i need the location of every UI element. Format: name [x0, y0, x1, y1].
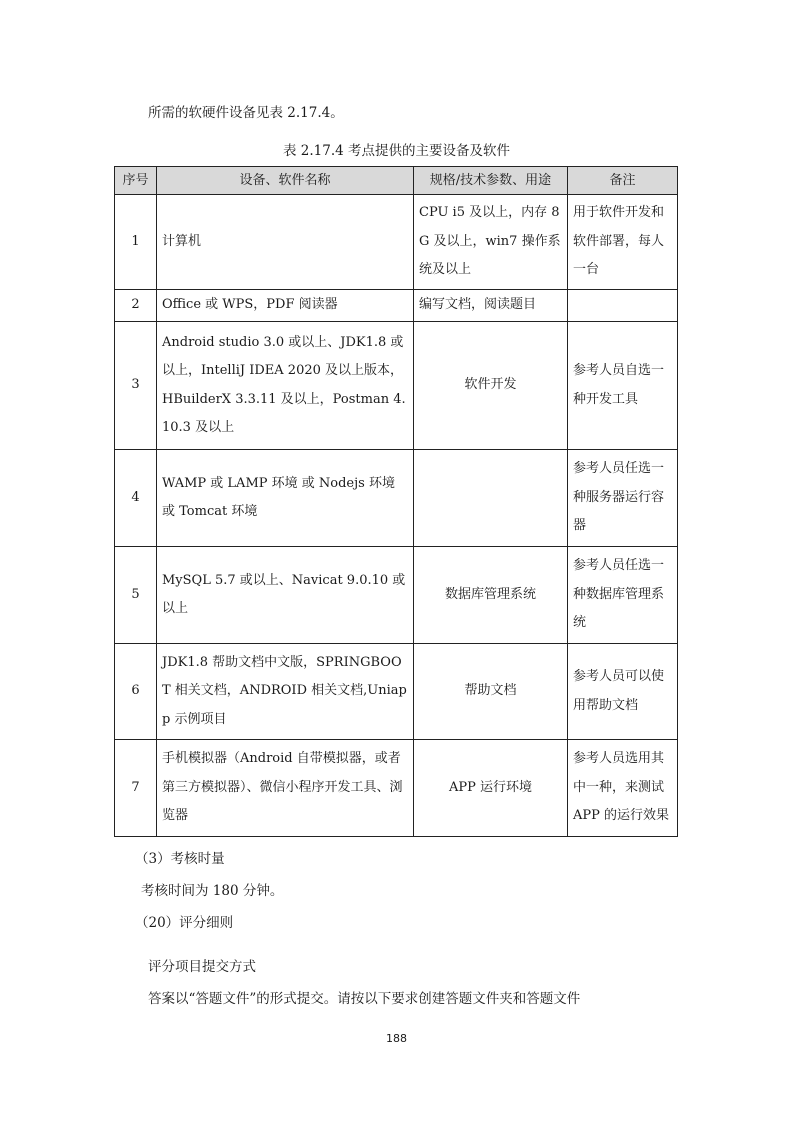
cell-no: 3	[115, 322, 157, 450]
section20-body: 答案以“答题文件”的形式提交。请按以下要求创建答题文件夹和答题文件	[148, 991, 581, 1007]
cell-name: 计算机	[157, 195, 414, 290]
table-caption: 表 2.17.4 考点提供的主要设备及软件	[282, 143, 511, 159]
cell-spec: 软件开发	[414, 322, 568, 450]
cell-spec: 数据库管理系统	[414, 547, 568, 644]
cell-spec: 帮助文档	[414, 644, 568, 740]
cell-spec: 编写文档，阅读题目	[414, 290, 568, 322]
table-row	[115, 450, 678, 547]
table-row	[115, 195, 678, 290]
cell-name: 手机模拟器（Android 自带模拟器，或者第三方模拟器）、微信小程序开发工具、浏览器	[157, 740, 414, 837]
cell-spec	[414, 450, 568, 547]
section3-body: 考核时间为 180 分钟。	[141, 883, 284, 899]
cell-no: 4	[115, 450, 157, 547]
cell-note: 参考人员任选一种数据库管理系统	[568, 547, 678, 644]
page-number: 188	[386, 1032, 407, 1045]
cell-name: MySQL 5.7 或以上、Navicat 9.0.10 或以上	[157, 547, 414, 644]
table-header-row	[115, 167, 678, 195]
cell-name: Android studio 3.0 或以上、JDK1.8 或以上，IntelliJ IDEA 2020 及以上版本，HBuilderX 3.3.11 及以上，Postman 4.10.3 及以上	[157, 322, 414, 450]
table-row	[115, 290, 678, 322]
cell-no: 7	[115, 740, 157, 837]
cell-name: JDK1.8 帮助文档中文版，SPRINGBOOT 相关文档，ANDROID 相关文档,Uniapp 示例项目	[157, 644, 414, 740]
cell-no: 5	[115, 547, 157, 644]
cell-note	[568, 290, 678, 322]
cell-note: 参考人员选用其中一种，来测试 APP 的运行效果	[568, 740, 678, 837]
header-name: 设备、软件名称	[157, 167, 414, 195]
table-row	[115, 322, 678, 450]
cell-note: 参考人员可以使用帮助文档	[568, 644, 678, 740]
cell-name: Office 或 WPS，PDF 阅读器	[157, 290, 414, 322]
cell-name: WAMP 或 LAMP 环境 或 Nodejs 环境 或 Tomcat 环境	[157, 450, 414, 547]
section20-heading: （20）评分细则	[135, 915, 234, 931]
intro-text: 所需的软硬件设备见表 2.17.4。	[148, 105, 344, 121]
table-row	[115, 644, 678, 740]
cell-note: 参考人员任选一种服务器运行容器	[568, 450, 678, 547]
table-row	[115, 547, 678, 644]
cell-spec: CPU i5 及以上，内存 8G 及以上，win7 操作系统及以上	[414, 195, 568, 290]
cell-note: 参考人员自选一种开发工具	[568, 322, 678, 450]
header-spec: 规格/技术参数、用途	[414, 167, 568, 195]
section20-subheading: 评分项目提交方式	[148, 959, 256, 975]
table-row	[115, 740, 678, 837]
cell-no: 1	[115, 195, 157, 290]
cell-note: 用于软件开发和软件部署，每人一台	[568, 195, 678, 290]
header-note: 备注	[568, 167, 678, 195]
cell-no: 2	[115, 290, 157, 322]
cell-no: 6	[115, 644, 157, 740]
section3-heading: （3）考核时量	[135, 851, 225, 867]
header-no: 序号	[115, 167, 157, 195]
cell-spec: APP 运行环境	[414, 740, 568, 837]
equipment-table	[114, 166, 678, 837]
